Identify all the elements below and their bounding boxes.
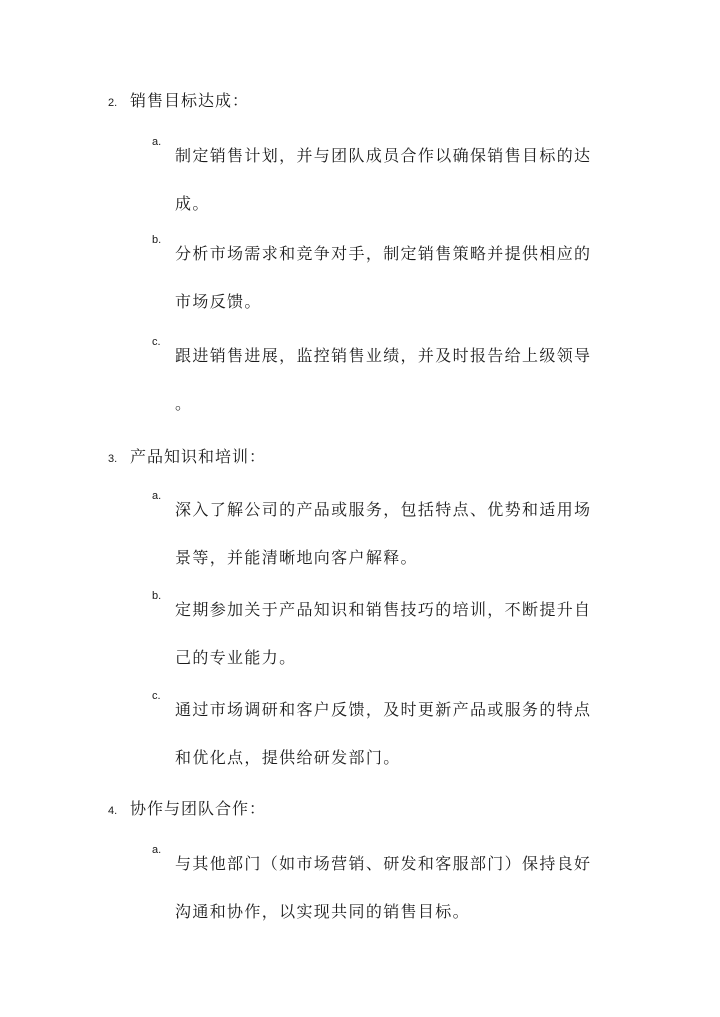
text-line: 市场反馈。 [175, 292, 262, 311]
text-line: 深入了解公司的产品或服务，包括特点、优势和适用场 [175, 500, 592, 519]
text-line: 定期参加关于产品知识和销售技巧的培训，不断提升自 [175, 600, 592, 619]
list-marker: b. [152, 234, 162, 246]
section-title: 销售目标达成： [130, 91, 250, 110]
text-line: 沟通和协作，以实现共同的销售目标。 [175, 902, 470, 921]
section-title: 协作与团队合作： [130, 799, 267, 818]
list-item-text [175, 686, 635, 782]
list-item-text [175, 840, 635, 936]
list-marker: b. [152, 590, 162, 602]
text-line: 通过市场调研和客户反馈，及时更新产品或服务的特点 [175, 700, 592, 719]
list-marker: c. [152, 690, 161, 702]
list-item [152, 840, 642, 936]
text-line: 成。 [175, 194, 210, 213]
list-item [152, 230, 642, 326]
list-item-text [175, 486, 635, 582]
section-number: 4. [108, 805, 118, 817]
list-marker: a. [152, 844, 162, 856]
list-item-text [175, 586, 635, 682]
section-heading [108, 88, 249, 111]
section-title: 产品知识和培训： [130, 447, 267, 466]
text-line: 跟进销售进展，监控销售业绩，并及时报告给上级领导 [175, 346, 592, 365]
section-heading [108, 796, 266, 819]
list-item [152, 686, 642, 782]
text-line: 和优化点，提供给研发部门。 [175, 748, 401, 767]
list-item-text [175, 132, 635, 228]
text-line: 景等，并能清晰地向客户解释。 [175, 548, 418, 567]
list-item [152, 486, 642, 582]
list-item [152, 332, 642, 428]
text-line: 己的专业能力。 [175, 648, 297, 667]
list-marker: a. [152, 490, 162, 502]
list-item [152, 586, 642, 682]
list-marker: c. [152, 336, 161, 348]
section-number: 3. [108, 453, 118, 465]
list-item [152, 132, 642, 228]
text-line: 分析市场需求和竞争对手，制定销售策略并提供相应的 [175, 244, 592, 263]
text-line: 。 [175, 394, 193, 413]
text-line: 与其他部门（如市场营销、研发和客服部门）保持良好 [175, 854, 592, 873]
section-number: 2. [108, 97, 118, 109]
list-item-text [175, 230, 635, 326]
text-line: 制定销售计划，并与团队成员合作以确保销售目标的达 [175, 146, 592, 165]
section-heading [108, 444, 266, 467]
list-item-text [175, 332, 635, 428]
list-marker: a. [152, 136, 162, 148]
